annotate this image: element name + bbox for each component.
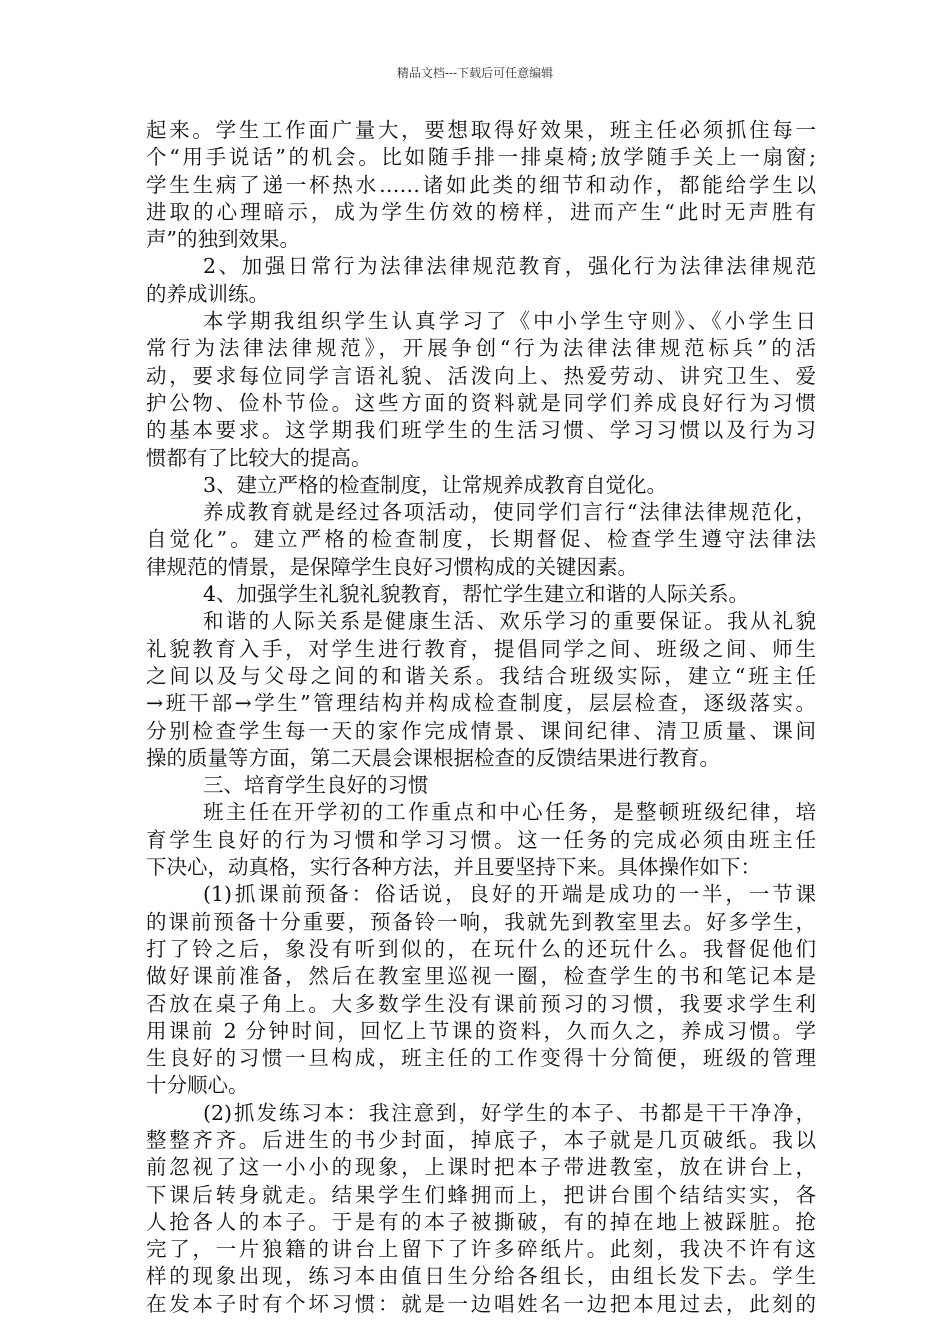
text-line: 用课前 2 分钟时间，回忆上节课的资料，久而久之，养成习惯。学 [146,1018,816,1043]
text-line: 人抢各人的本子。于是有的本子被撕破，有的掉在地上被踩脏。抢 [146,1209,816,1234]
text-line: 前忽视了这一小小的现象，上课时把本子带进教室，放在讲台上， [146,1155,816,1180]
text-line: 的基本要求。这学期我们班学生的生活习惯、学习习惯以及行为习 [146,418,816,443]
text-line: 礼貌教育入手，对学生进行教育，提倡同学之间、班级之间、师生 [146,636,816,661]
text-line: (2)抓发练习本：我注意到，好学生的本子、书都是干干净净， [203,1100,816,1125]
text-line: 2、加强日常行为法律法律规范教育，强化行为法律法律规范 [203,254,816,279]
text-line: 学生生病了递一杯热水……诸如此类的细节和动作，都能给学生以 [146,172,816,197]
text-line: 操的质量等方面，第二天晨会课根据检查的反馈结果进行教育。 [146,745,720,770]
text-line: 生良好的习惯一旦构成，班主任的工作变得十分简便，班级的管理 [146,1046,816,1071]
text-line: 班主任在开学初的工作重点和中心任务，是整顿班级纪律，培 [203,800,816,825]
text-line: 育学生良好的行为习惯和学习习惯。这一任务的完成必须由班主任 [146,827,816,852]
text-line: 和谐的人际关系是健康生活、欢乐学习的重要保证。我从礼貌 [203,609,816,634]
text-line: 下课后转身就走。结果学生们蜂拥而上，把讲台围个结结实实，各 [146,1182,816,1207]
text-line: 完了，一片狼籍的讲台上留下了许多碎纸片。此刻，我决不许有这 [146,1237,816,1262]
text-line: 律规范的情景，是保障学生良好习惯构成的关键因素。 [146,554,638,579]
text-line: 打了铃之后，象没有听到似的，在玩什么的还玩什么。我督促他们 [146,936,816,961]
document-body [146,117,816,1318]
text-line: 的养成训练。 [146,281,269,306]
text-line: 动，要求每位同学言语礼貌、活泼向上、热爱劳动、讲究卫生、爱 [146,363,816,388]
text-line: 十分顺心。 [146,1073,249,1098]
text-line: 做好课前准备，然后在教室里巡视一圈，检查学生的书和笔记本是 [146,964,816,989]
text-line: 之间以及与父母之间的和谐关系。我结合班级实际，建立“班主任 [146,663,816,688]
text-line: 三、培育学生良好的习惯 [203,773,429,798]
text-line: 本学期我组织学生认真学习了《中小学生守则》、《小学生日 [203,309,816,334]
text-line: 惯都有了比较大的提高。 [146,445,372,470]
text-line: 4、加强学生礼貌礼貌教育，帮忙学生建立和谐的人际关系。 [203,582,750,607]
text-line: 养成教育就是经过各项活动，使同学们言行“法律法律规范化， [203,500,816,525]
text-line: 起来。学生工作面广量大，要想取得好效果，班主任必须抓住每一 [146,118,816,142]
text-line: 整整齐齐。后进生的书少封面，掉底子，本子就是几页破纸。我以 [146,1127,816,1152]
page-header: 精品文档---下载后可任意编辑 [396,66,554,80]
text-line: (1)抓课前预备：俗话说，良好的开端是成功的一半，一节课 [203,882,816,907]
text-line: 否放在桌子角上。大多数学生没有课前预习的习惯，我要求学生利 [146,991,816,1016]
text-line: 样的现象出现，练习本由值日生分给各组长，由组长发下去。学生 [146,1264,816,1289]
text-line: 常行为法律法律规范》，开展争创“行为法律法律规范标兵”的活 [146,336,816,361]
text-line: 个“用手说话”的机会。比如随手排一排桌椅;放学随手关上一扇窗; [146,145,816,170]
text-line: →班干部→学生”管理结构并构成检查制度，层层检查，逐级落实。 [146,691,816,716]
text-line: 声”的独到效果。 [146,227,300,252]
text-line: 进取的心理暗示，成为学生仿效的榜样，进而产生“此时无声胜有 [146,199,816,224]
text-line: 在发本子时有个坏习惯：就是一边唱姓名一边把本甩过去，此刻的 [146,1291,816,1316]
text-line: 下决心，动真格，实行各种方法，并且要坚持下来。具体操作如下： [146,855,761,880]
text-line: 护公物、俭朴节俭。这些方面的资料就是同学们养成良好行为习惯 [146,390,816,415]
text-line: 3、建立严格的检查制度，让常规养成教育自觉化。 [203,472,668,497]
text-line: 自觉化”。建立严格的检查制度，长期督促、检查学生遵守法律法 [146,527,816,552]
text-line: 的课前预备十分重要，预备铃一响，我就先到教室里去。好多学生， [146,909,816,934]
text-line: 分别检查学生每一天的家作完成情景、课间纪律、清卫质量、课间 [146,718,816,743]
